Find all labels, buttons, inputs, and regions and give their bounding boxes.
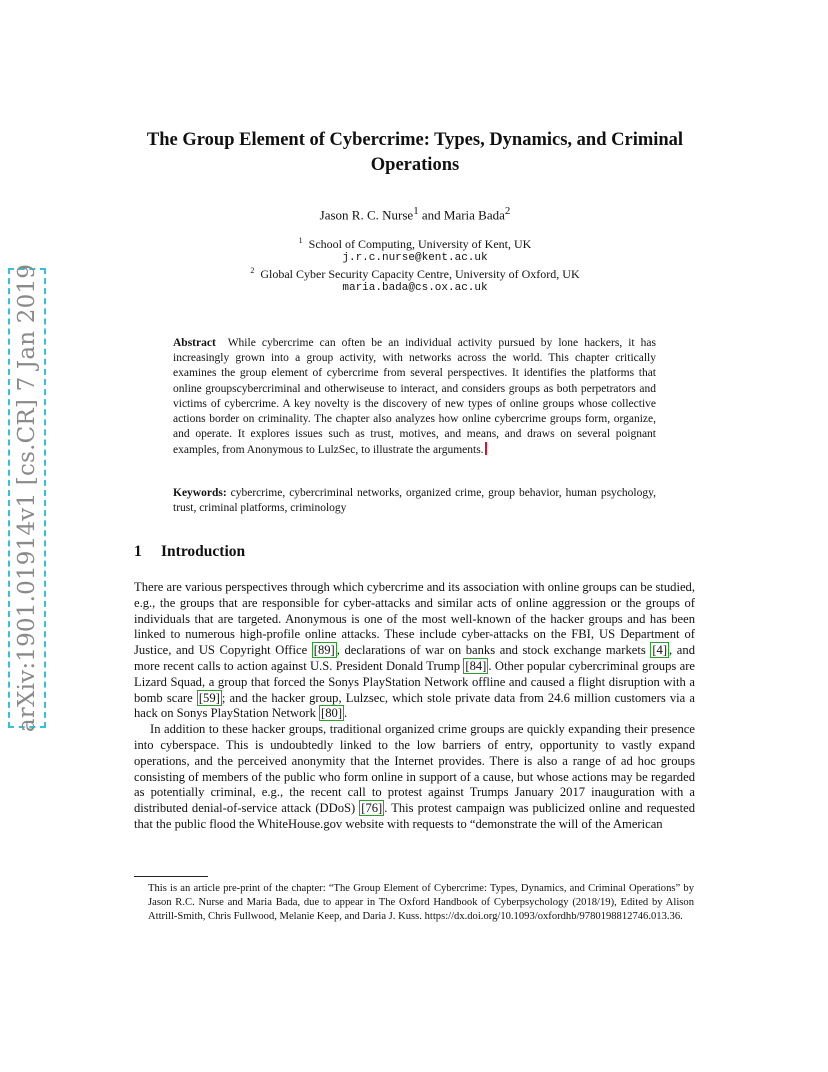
paragraph-text: In addition to these hacker groups, traditional organized crime groups are quickly expanding their presence into cyberspace. This is undoubtedly linked to the low barriers of entry, opportunity to vastly expand operations, and the perceived anonymity that the Internet provides. There is also a range of ad hoc groups consisting of members of the public who form online in support of a cause, but whose actions may be regarded as potentially criminal, e.g., the recent call to protest against Trumps January 2017 inauguration with a distributed denial-of-service attack (DDoS) bbox=[134, 722, 695, 816]
affiliation bbox=[130, 266, 700, 282]
author-line bbox=[130, 205, 700, 223]
paragraph-text: , declarations of war on banks and stock exchange markets bbox=[336, 643, 651, 658]
keywords-text: cybercrime, cybercriminal networks, organized crime, group behavior, human psychology, trust, criminal platforms, criminology bbox=[173, 487, 656, 515]
citation-link[interactable]: [80] bbox=[321, 706, 343, 721]
keywords-label: Keywords: bbox=[173, 487, 227, 499]
paragraph-text: . Other popular cybercriminal groups are Lizard Squad, a group that forced the Sonys PlayStation Network offline and caused a flight disruption with a bomb scare bbox=[134, 658, 695, 705]
paragraph bbox=[134, 580, 695, 722]
paragraph-text: . bbox=[344, 706, 348, 721]
section-title: Introduction bbox=[161, 543, 246, 560]
abstract bbox=[173, 336, 656, 459]
arxiv-id: arXiv:1901.01914v1 [cs.CR] 7 Jan 2019 bbox=[14, 263, 41, 733]
paragraph-text: ; and the hacker group, Lulzsec, which stole private data from 24.6 million customers via a hack on Sonys PlayStation Network bbox=[134, 690, 695, 721]
affiliation-name: Global Cyber Security Capacity Centre, University of Oxford, UK bbox=[260, 267, 580, 281]
text-cursor bbox=[485, 442, 487, 455]
citation-link[interactable]: [76] bbox=[361, 801, 383, 816]
paragraph bbox=[134, 722, 695, 833]
abstract-label: Abstract bbox=[173, 337, 216, 349]
paragraph-text: , and more recent calls to action against U.S. President Donald Trump bbox=[134, 643, 695, 673]
footnote: This is an article pre-print of the chapter: “The Group Element of Cybercrime: Types, Dynamics, and Criminal Operations” by Jason R.C. Nurse and Maria Bada, due to appear in The Oxford Handbook of Cyberpsychology (2018/19), Edited by Alison Attrill-Smith, Chris Fullwood, Melanie Keep, and Daria J. Kuss. https://dx.doi.org/10.1093/oxfordhb/9780198812746.013.36. bbox=[148, 883, 694, 923]
affiliation-number: 1 bbox=[298, 236, 303, 245]
citation-link[interactable]: [4] bbox=[652, 643, 668, 658]
footnote-rule bbox=[134, 876, 208, 877]
paper-title: The Group Element of Cybercrime: Types, Dynamics, and Criminal Operations bbox=[146, 130, 684, 175]
author-conjunction: and bbox=[421, 207, 441, 223]
citation-link[interactable]: [59] bbox=[198, 690, 220, 705]
citation-link[interactable]: [84] bbox=[465, 658, 487, 673]
affiliation-marker: 2 bbox=[504, 205, 511, 217]
section-heading bbox=[134, 543, 245, 561]
affiliation bbox=[130, 236, 700, 252]
author-email[interactable]: j.r.c.nurse@kent.ac.uk bbox=[342, 252, 488, 264]
section-number: 1 bbox=[134, 543, 142, 560]
affiliation-number: 2 bbox=[250, 266, 255, 275]
affiliation-name: School of Computing, University of Kent, UK bbox=[308, 237, 532, 251]
author-email[interactable]: maria.bada@cs.ox.ac.uk bbox=[342, 282, 488, 294]
citation-link[interactable]: [89] bbox=[313, 643, 335, 658]
author-name: Jason R. C. Nurse bbox=[319, 207, 414, 223]
arxiv-stamp[interactable] bbox=[8, 263, 46, 733]
keywords bbox=[173, 486, 656, 516]
abstract-text: While cybercrime can often be an individual activity pursued by lone hackers, it has increasingly grown into a group activity, with networks across the world. This chapter critically examines the group element of cybercrime from several perspectives. It identifies the platforms that online groupscybercriminal and otherwiseuse to interact, and considers groups as both perpetrators and victims of cybercrime. A key novelty is the discovery of new types of online groups whose collective actions border on criminality. The chapter also analyzes how online cybercrime groups form, organize, and operate. It explores issues such as trust, motives, and means, and draws on several poignant examples, from Anonymous to LulzSec, to illustrate the arguments. bbox=[173, 337, 657, 457]
paragraph-text: There are various perspectives through which cybercrime and its association with online groups can be studied, e.g., the groups that are responsible for cyber-attacks and similar acts of online aggression or the groups of individuals that are targeted. Anonymous is one of the most well-known of the hacker groups and has been linked to numerous high-profile online attacks. These include cyber-attacks on the FBI, US Department of Justice, and US Copyright Office bbox=[134, 580, 695, 658]
author-name: Maria Bada bbox=[443, 207, 505, 223]
body-text bbox=[134, 580, 695, 833]
paragraph-text: . This protest campaign was publicized online and requested that the public flood the WhiteHouse.gov website with requests to “demonstrate the will of the American bbox=[134, 801, 695, 831]
affiliation-marker: 1 bbox=[413, 205, 419, 217]
